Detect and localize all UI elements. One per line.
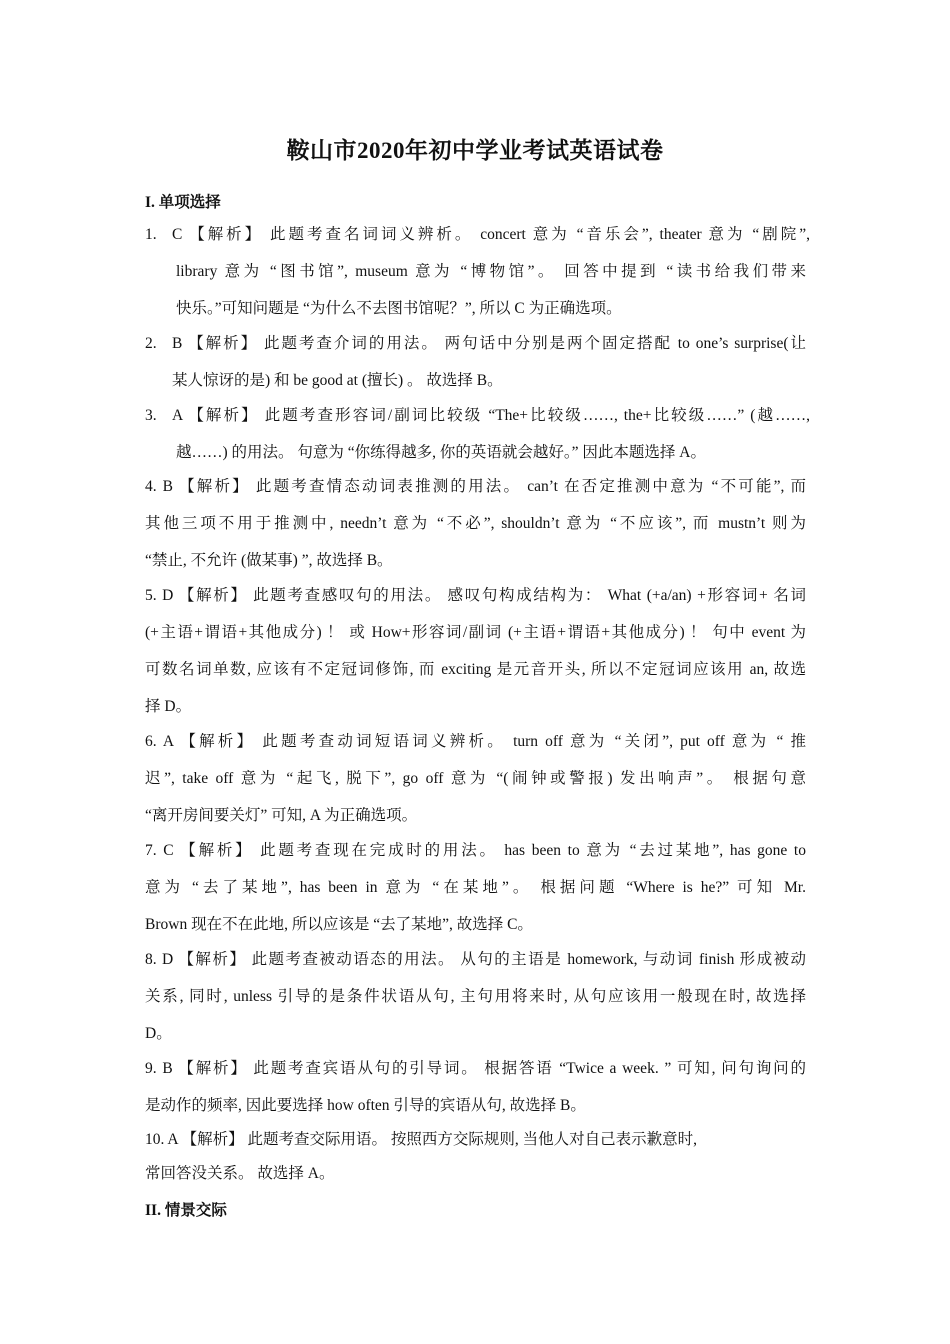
item-text-line: B 【解析】 此题考查介词的用法。 两句话中分别是两个固定搭配 to one’s surprise(让	[172, 335, 806, 352]
item-text-line: “离开房间要关灯” 可知, A 为正确选项。	[145, 807, 418, 824]
item-text-line: 越……) 的用法。 句意为 “你练得越多, 你的英语就会越好。” 因此本题选择 A。	[176, 444, 706, 461]
item-text-line: 5. D 【解析】 此题考查感叹句的用法。 感叹句构成结构为： What (+a/an) +形容词+ 名词	[145, 587, 806, 604]
item-text-line: 10. A 【解析】 此题考查交际用语。 按照西方交际规则, 当他人对自己表示歉意时,	[145, 1131, 697, 1148]
item-text-line: 迟”, take off 意为 “起飞, 脱下”, go off 意为 “(闹钟或警报) 发出响声”。 根据句意	[145, 770, 806, 787]
section-heading-single-choice: I. 单项选择	[145, 194, 221, 211]
item-text-line: library 意为 “图书馆”, museum 意为 “博物馆”。 回答中提到 “读书给我们带来	[176, 263, 806, 280]
item-text-line: 9. B 【解析】 此题考查宾语从句的引导词。 根据答语 “Twice a week. ” 可知, 问句询问的	[145, 1060, 806, 1077]
item-text-line: 某人惊讶的是) 和 be good at (擅长) 。 故选择 B。	[172, 372, 503, 389]
item-text-line: A 【解析】 此题考查形容词/副词比较级 “The+比较级……, the+比较级……” (越……,	[172, 407, 810, 424]
item-text-line: 关系, 同时, unless 引导的是条件状语从句, 主句用将来时, 从句应该用一般现在时, 故选择	[145, 988, 806, 1005]
page-title: 鞍山市2020年初中学业考试英语试卷	[286, 138, 664, 163]
item-text-line: 择 D。	[145, 698, 192, 715]
item-text-line: 其他三项不用于推测中, needn’t 意为 “不必”, shouldn’t 意为 “不应该”, 而 mustn’t 则为	[145, 515, 806, 532]
item-number: 3.	[145, 407, 157, 424]
item-text-line: 可数名词单数, 应该有不定冠词修饰, 而 exciting 是元音开头, 所以不定冠词应该用 an, 故选	[145, 661, 806, 678]
item-number: 1.	[145, 226, 157, 243]
item-text-line: 7. C 【解析】 此题考查现在完成时的用法。 has been to 意为 “去过某地”, has gone to	[145, 842, 806, 859]
item-text-line: 8. D 【解析】 此题考查被动语态的用法。 从句的主语是 homework, 与动词 finish 形成被动	[145, 951, 806, 968]
item-text-line: 快乐。”可知问题是 “为什么不去图书馆呢？”, 所以 C 为正确选项。	[176, 300, 622, 317]
item-text-line: 6. A 【解析】 此题考查动词短语词义辨析。 turn off 意为 “关闭”, put off 意为 “ 推	[145, 733, 806, 750]
item-text-line: 4. B 【解析】 此题考查情态动词表推测的用法。 can’t 在否定推测中意为 “不可能”, 而	[145, 478, 806, 495]
item-text-line: “禁止, 不允许 (做某事) ”, 故选择 B。	[145, 552, 393, 569]
item-text-line: D。	[145, 1025, 172, 1042]
item-text-line: C 【解析】 此题考查名词词义辨析。 concert 意为 “音乐会”, theater 意为 “剧院”,	[172, 226, 810, 243]
section-heading-situational-dialogue: II. 情景交际	[145, 1202, 227, 1219]
item-text-line: 常回答没关系。 故选择 A。	[145, 1165, 335, 1182]
item-number: 2.	[145, 335, 157, 352]
item-text-line: (+主语+谓语+其他成分) ！ 或 How+形容词/副词 (+主语+谓语+其他成分) ！ 句中 event 为	[145, 624, 806, 641]
item-text-line: Brown 现在不在此地, 所以应该是 “去了某地”, 故选择 C。	[145, 916, 533, 933]
item-text-line: 是动作的频率, 因此要选择 how often 引导的宾语从句, 故选择 B。	[145, 1097, 586, 1114]
item-text-line: 意为 “去了某地”, has been in 意为 “在某地”。 根据问题 “Where is he?” 可知 Mr.	[145, 879, 806, 896]
